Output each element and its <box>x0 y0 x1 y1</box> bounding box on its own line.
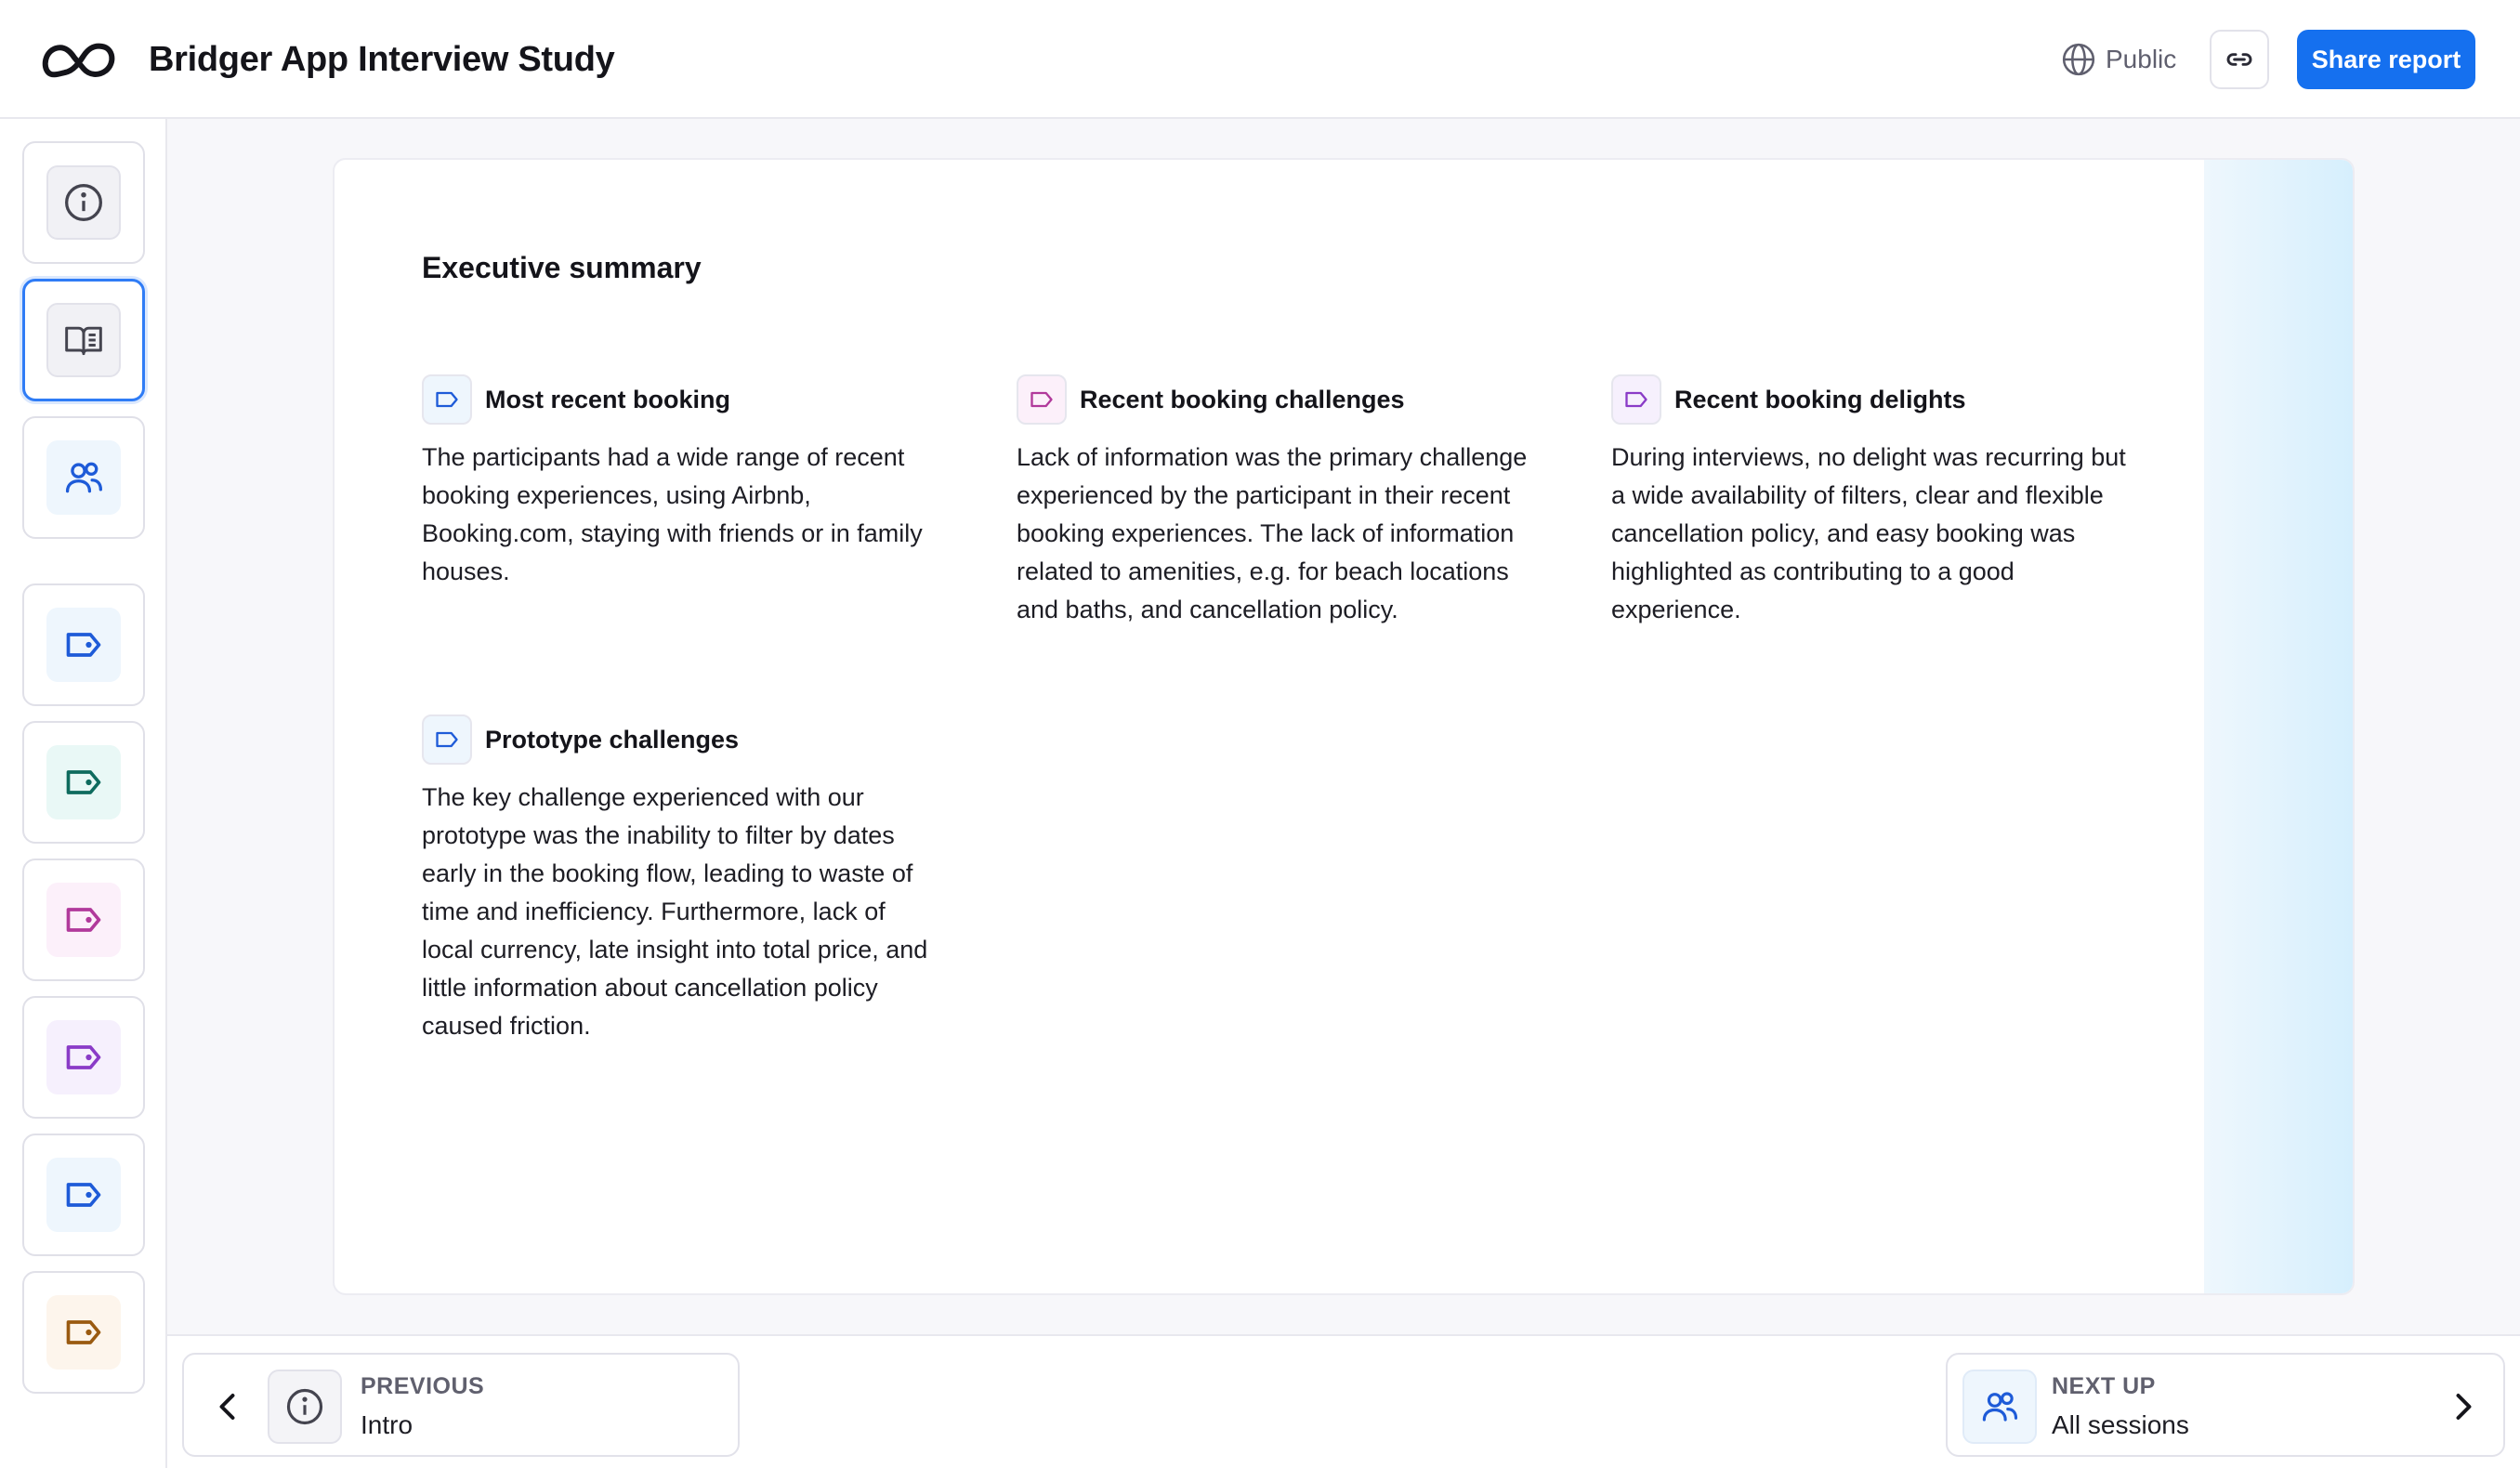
block-title: Prototype challenges <box>485 726 740 754</box>
sidebar-item-tag-3[interactable] <box>22 859 145 981</box>
share-report-button[interactable]: Share report <box>2297 30 2475 89</box>
summary-block <box>422 714 942 1045</box>
tag-icon <box>63 624 104 665</box>
next-page-button[interactable] <box>1946 1353 2505 1457</box>
sidebar-item-all-sessions[interactable] <box>22 416 145 539</box>
block-tag-badge <box>1017 374 1067 425</box>
block-header <box>1017 374 1537 426</box>
sidebar-item-tag-6[interactable] <box>22 1271 145 1394</box>
sidebar-icon-box <box>46 303 121 377</box>
nav-icon-box <box>1962 1370 2037 1444</box>
sidebar-icon-box <box>46 1295 121 1370</box>
chevron-left-icon <box>212 1390 245 1423</box>
sidebar-item-executive-summary[interactable] <box>22 279 145 401</box>
summary-block <box>1017 374 1537 629</box>
users-icon <box>1980 1387 2019 1426</box>
visibility-label: Public <box>2106 45 2177 73</box>
summary-card <box>333 158 2355 1295</box>
copy-link-button[interactable] <box>2210 30 2269 89</box>
scroll-fade <box>2204 160 2353 1293</box>
nav-icon-box <box>268 1370 342 1444</box>
block-header <box>422 374 942 426</box>
block-tag-badge <box>422 374 472 425</box>
tag-icon <box>63 1037 104 1078</box>
sidebar-icon-box <box>46 165 121 240</box>
sidebar-icon-box <box>46 883 121 957</box>
sidebar-item-tag-5[interactable] <box>22 1134 145 1256</box>
app-title: Bridger App Interview Study <box>149 40 615 79</box>
block-title: Most recent booking <box>485 386 731 413</box>
block-tag-badge <box>1611 374 1661 425</box>
top-bar <box>0 0 2520 119</box>
block-text: During interviews, no delight was recurring but a wide availability of filters, clear and flexible cancellation policy, and easy booking was highlighted as contributing to a good experience. <box>1611 443 2126 623</box>
info-icon <box>285 1387 324 1426</box>
tag-icon <box>1029 387 1055 413</box>
sidebar-icon-box <box>46 745 121 819</box>
block-header <box>1611 374 2132 426</box>
info-icon <box>63 182 104 223</box>
globe-icon <box>2061 42 2096 77</box>
sidebar <box>0 119 167 1468</box>
sidebar-item-tag-1[interactable] <box>22 583 145 706</box>
next-kicker: NEXT UP <box>2052 1373 2156 1399</box>
tag-icon <box>63 762 104 803</box>
logo-icon[interactable] <box>41 37 121 82</box>
block-text: The participants had a wide range of recent booking experiences, using Airbnb, Booking.com, staying with friends or in family houses. <box>422 443 923 585</box>
previous-label: Intro <box>361 1410 413 1439</box>
tag-icon <box>434 727 460 753</box>
previous-kicker: PREVIOUS <box>361 1373 485 1399</box>
next-label: All sessions <box>2052 1410 2189 1439</box>
visibility-toggle[interactable] <box>2061 37 2176 82</box>
users-icon <box>63 457 104 498</box>
sidebar-item-intro[interactable] <box>22 141 145 264</box>
tag-icon <box>63 1174 104 1215</box>
block-title: Recent booking delights <box>1674 386 1966 413</box>
block-text: The key challenge experienced with our prototype was the inability to filter by dates early in the booking flow, leading to waste of time and inefficiency. Furthermore, lack of local currency, late insight into total price, and little information about cancellation policy caused friction. <box>422 783 928 1040</box>
sidebar-icon-box <box>46 608 121 682</box>
tag-icon <box>63 899 104 940</box>
block-header <box>422 714 942 766</box>
previous-page-button[interactable] <box>182 1353 740 1457</box>
summary-block <box>422 374 942 591</box>
block-title: Recent booking challenges <box>1080 386 1405 413</box>
bottom-navigation <box>167 1334 2520 1468</box>
chevron-right-icon <box>2446 1390 2479 1423</box>
sidebar-icon-box <box>46 1158 121 1232</box>
tag-icon <box>1623 387 1649 413</box>
sidebar-icon-box <box>46 440 121 515</box>
tag-icon <box>434 387 460 413</box>
block-text: Lack of information was the primary challenge experienced by the participant in their recent booking experiences. The lack of information related to amenities, e.g. for beach locations and baths, and cancellation policy. <box>1017 443 1528 623</box>
sidebar-item-tag-2[interactable] <box>22 721 145 844</box>
tag-icon <box>63 1312 104 1353</box>
block-tag-badge <box>422 714 472 765</box>
summary-block <box>1611 374 2132 629</box>
section-title: Executive summary <box>422 251 702 284</box>
book-icon <box>63 320 104 360</box>
link-icon <box>2225 45 2254 74</box>
sidebar-icon-box <box>46 1020 121 1094</box>
sidebar-item-tag-4[interactable] <box>22 996 145 1119</box>
